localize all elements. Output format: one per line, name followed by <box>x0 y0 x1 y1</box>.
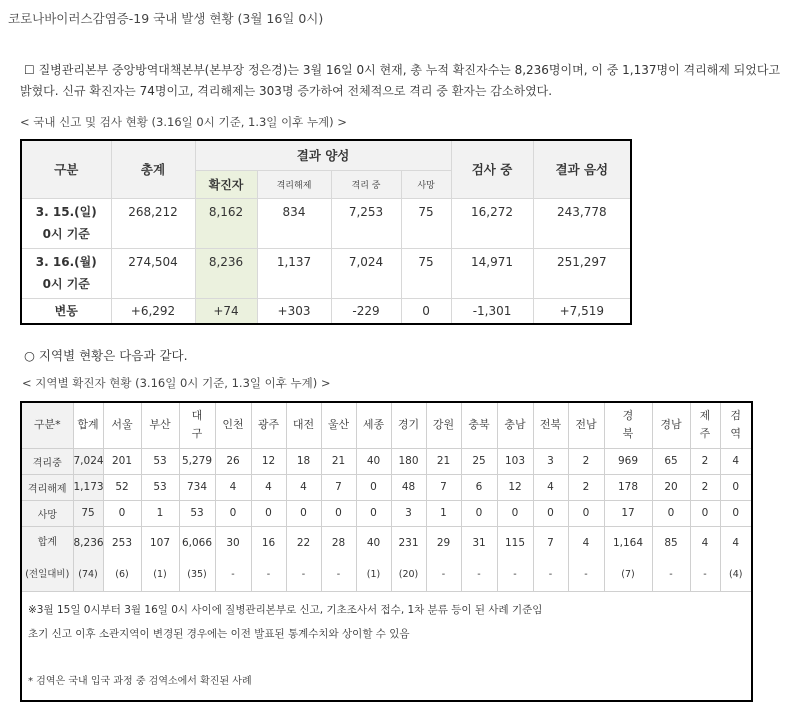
cell-value: 48 <box>391 474 426 500</box>
table2-caption: < 지역별 확진자 현황 (3.16일 0시 기준, 1.3일 이후 누계) > <box>22 376 331 390</box>
cell-sum <box>497 526 533 591</box>
table-row-sum <box>21 526 752 591</box>
region-name-cont: 북 <box>622 427 634 441</box>
table-row <box>21 448 752 474</box>
row-label <box>21 198 111 248</box>
cell-value: 4 <box>215 474 251 500</box>
table-row <box>21 474 752 500</box>
cell-sum <box>286 526 321 591</box>
cell-value: 180 <box>391 448 426 474</box>
region-name-cont: 주 <box>699 427 711 441</box>
region-name-cont: 구 <box>191 427 203 441</box>
cell-sum <box>690 526 720 591</box>
region-name: 충북 <box>468 418 490 432</box>
row-basis: 0시 기준 <box>42 227 90 241</box>
sum-value: 7 <box>547 536 554 549</box>
region-name: 경 <box>622 409 634 423</box>
header-region <box>720 402 752 448</box>
cell-released: +303 <box>257 298 331 324</box>
test-status-table <box>20 139 632 325</box>
sum-value: 16 <box>261 536 276 549</box>
table-row <box>21 198 631 248</box>
row-label <box>21 248 111 298</box>
header-isolating: 격리 중 <box>331 170 401 198</box>
cell-value: 201 <box>103 448 141 474</box>
delta-value: (7) <box>621 568 635 580</box>
cell-value: 1 <box>141 500 179 526</box>
cell-value: 0 <box>215 500 251 526</box>
note-line: 초기 신고 이후 소관지역이 변경된 경우에는 이전 발표된 통계수치와 상이할 수 있음 <box>28 627 410 640</box>
cell-value: 4 <box>286 474 321 500</box>
cell-sum <box>141 526 179 591</box>
sum-value: 253 <box>111 536 133 549</box>
cell-value: 0 <box>497 500 533 526</box>
region-name: 울산 <box>327 418 350 432</box>
notes-cell <box>21 591 752 701</box>
sum-value: 4 <box>732 536 740 549</box>
cell-value: 0 <box>568 500 604 526</box>
cell-sum <box>179 526 215 591</box>
cell-value: 25 <box>461 448 497 474</box>
header-region <box>652 402 690 448</box>
header-region <box>604 402 652 448</box>
region-name: 대전 <box>292 418 315 432</box>
row-label-sum <box>21 526 73 591</box>
sum-value: 29 <box>436 536 451 549</box>
cell-isolating: 7,024 <box>331 248 401 298</box>
sum-value: 31 <box>472 536 486 549</box>
cell-total: 274,504 <box>111 248 195 298</box>
cell-isolating: 7,253 <box>331 198 401 248</box>
cell-value: 18 <box>286 448 321 474</box>
cell-sum <box>215 526 251 591</box>
region-name: 경남 <box>660 418 682 432</box>
page-title: 코로나바이러스감염증-19 국내 발생 현황 (3월 16일 0시) <box>8 11 324 26</box>
header-region <box>690 402 720 448</box>
cell-value: 6 <box>461 474 497 500</box>
header-region <box>426 402 461 448</box>
cell-value: 53 <box>141 474 179 500</box>
regional-table <box>20 401 753 702</box>
header-region <box>286 402 321 448</box>
cell-total-sum <box>73 526 103 591</box>
header-total: 총계 <box>111 140 195 198</box>
sum-value: 22 <box>296 536 311 549</box>
cell-value: 21 <box>321 448 356 474</box>
delta-value: - <box>477 568 481 580</box>
header-region <box>251 402 286 448</box>
note-line <box>28 646 743 670</box>
table-row <box>21 500 752 526</box>
table1-caption: < 국내 신고 및 검사 현황 (3.16일 0시 기준, 1.3일 이후 누계) > <box>20 115 347 129</box>
cell-value: 2 <box>690 474 720 500</box>
cell-value: 4 <box>533 474 568 500</box>
cell-value: 178 <box>604 474 652 500</box>
delta-value: - <box>513 568 517 580</box>
cell-value: 103 <box>497 448 533 474</box>
cell-value: 0 <box>251 500 286 526</box>
header-region <box>321 402 356 448</box>
cell-sum <box>391 526 426 591</box>
cell-released: 1,137 <box>257 248 331 298</box>
delta-value: (6) <box>115 568 129 580</box>
delta-value: - <box>703 568 707 580</box>
cell-value: 2 <box>568 474 604 500</box>
cell-sum <box>426 526 461 591</box>
header-region <box>461 402 497 448</box>
cell-total: 268,212 <box>111 198 195 248</box>
cell-value: 2 <box>690 448 720 474</box>
delta-value: - <box>584 568 588 580</box>
delta-value: (20) <box>398 568 419 580</box>
header-category: 구분* <box>21 402 73 448</box>
cell-sum <box>568 526 604 591</box>
cell-value: 0 <box>321 500 356 526</box>
region-name: 광주 <box>257 418 280 432</box>
delta-value: - <box>301 568 306 580</box>
cell-value: 20 <box>652 474 690 500</box>
header-region <box>179 402 215 448</box>
region-name: 전남 <box>575 418 597 432</box>
cell-value: 0 <box>356 500 391 526</box>
region-name: 인천 <box>222 418 244 432</box>
sum-value: 107 <box>149 536 171 549</box>
cell-value: 0 <box>720 500 752 526</box>
header-region <box>103 402 141 448</box>
cell-value: 1 <box>426 500 461 526</box>
delta-value: (1) <box>153 568 167 580</box>
cell-value: 7 <box>426 474 461 500</box>
cell-value: 53 <box>141 448 179 474</box>
region-name: 전북 <box>539 418 562 432</box>
delta-value: (1) <box>366 568 381 580</box>
sum-value: 합계 <box>37 536 57 548</box>
sum-value: 6,066 <box>181 536 213 549</box>
intro-paragraph <box>20 60 792 102</box>
region-name: 제 <box>699 409 711 423</box>
row-label: 사망 <box>21 500 73 526</box>
cell-isolating: -229 <box>331 298 401 324</box>
row-basis: 0시 기준 <box>42 277 90 291</box>
cell-value: 0 <box>720 474 752 500</box>
row-date: 3. 16.(월) <box>35 255 97 269</box>
row-label: 변동 <box>21 298 111 324</box>
region-name: 충남 <box>504 418 526 432</box>
cell-value: 40 <box>356 448 391 474</box>
header-confirmed: 확진자 <box>195 170 257 198</box>
cell-value: 12 <box>497 474 533 500</box>
cell-testing: -1,301 <box>451 298 533 324</box>
cell-total: 7,024 <box>73 448 103 474</box>
delta-value: - <box>336 568 341 580</box>
cell-value: 3 <box>391 500 426 526</box>
region-name: 강원 <box>432 418 455 432</box>
cell-sum <box>321 526 356 591</box>
header-released: 격리해제 <box>257 170 331 198</box>
regional-intro: ○ 지역별 현황은 다음과 같다. <box>24 348 188 363</box>
delta-value: (35) <box>187 568 207 580</box>
cell-confirmed: 8,236 <box>195 248 257 298</box>
cell-value: 52 <box>103 474 141 500</box>
cell-sum <box>604 526 652 591</box>
cell-released: 834 <box>257 198 331 248</box>
cell-total: 1,173 <box>73 474 103 500</box>
header-region <box>215 402 251 448</box>
delta-value: - <box>548 568 553 580</box>
cell-value: 0 <box>356 474 391 500</box>
cell-value: 0 <box>690 500 720 526</box>
table-row <box>21 298 631 324</box>
cell-value: 7 <box>321 474 356 500</box>
sum-value: 115 <box>504 536 526 549</box>
region-name: 대 <box>191 409 203 423</box>
row-date: 3. 15.(일) <box>35 205 97 219</box>
cell-value: 65 <box>652 448 690 474</box>
cell-confirmed: +74 <box>195 298 257 324</box>
header-total: 합계 <box>73 402 103 448</box>
row-label: 격리중 <box>21 448 73 474</box>
cell-value: 0 <box>103 500 141 526</box>
cell-sum <box>461 526 497 591</box>
cell-sum <box>652 526 690 591</box>
row-label: 격리해제 <box>21 474 73 500</box>
sum-value: 1,164 <box>612 536 644 549</box>
sum-value: 30 <box>226 536 240 549</box>
header-region <box>568 402 604 448</box>
intro-line-2: 밝혔다. 신규 확진자는 74명이고, 격리해제는 303명 증가하여 전체적으로 격리 중 환자는 감소하였다. <box>20 84 553 98</box>
intro-line-1: ☐ 질병관리본부 중앙방역대책본부(본부장 정은경)는 3월 16일 0시 현재, 총 누적 확진자수는 8,236명이며, 이 중 1,137명이 격리해제 되었다고 <box>24 63 781 77</box>
cell-negative: 251,297 <box>533 248 631 298</box>
header-category: 구분 <box>21 140 111 198</box>
cell-value: 3 <box>533 448 568 474</box>
header-region <box>533 402 568 448</box>
cell-deaths: 75 <box>401 198 451 248</box>
region-name-cont: 역 <box>730 427 742 441</box>
cell-negative: 243,778 <box>533 198 631 248</box>
cell-total: 75 <box>73 500 103 526</box>
header-deaths: 사망 <box>401 170 451 198</box>
sum-value: 4 <box>582 536 590 549</box>
header-positive: 결과 양성 <box>195 140 451 170</box>
table-header-row <box>21 402 752 448</box>
delta-value: (전일대비) <box>25 568 70 580</box>
cell-value: 734 <box>179 474 215 500</box>
cell-testing: 16,272 <box>451 198 533 248</box>
cell-confirmed: 8,162 <box>195 198 257 248</box>
cell-sum <box>533 526 568 591</box>
sum-value: 40 <box>366 536 381 549</box>
cell-sum <box>356 526 391 591</box>
cell-value: 0 <box>533 500 568 526</box>
delta-value: - <box>231 568 235 580</box>
region-name: 세종 <box>362 418 385 432</box>
cell-testing: 14,971 <box>451 248 533 298</box>
cell-total: +6,292 <box>111 298 195 324</box>
cell-value: 21 <box>426 448 461 474</box>
header-region <box>356 402 391 448</box>
cell-value: 0 <box>652 500 690 526</box>
delta-value: (4) <box>729 568 743 580</box>
cell-value: 0 <box>461 500 497 526</box>
cell-value: 26 <box>215 448 251 474</box>
region-name: 경기 <box>397 418 420 432</box>
delta-value: - <box>441 568 446 580</box>
note-line: * 검역은 국내 입국 과정 중 검역소에서 확진된 사례 <box>28 675 252 687</box>
sum-value: 231 <box>398 536 419 549</box>
cell-value: 17 <box>604 500 652 526</box>
cell-value: 12 <box>251 448 286 474</box>
header-region <box>497 402 533 448</box>
table-row <box>21 248 631 298</box>
cell-value: 5,279 <box>179 448 215 474</box>
cell-value: 4 <box>251 474 286 500</box>
sum-value: 85 <box>664 536 678 549</box>
region-name: 검 <box>730 409 742 423</box>
region-name: 서울 <box>111 418 133 432</box>
cell-value: 53 <box>179 500 215 526</box>
cell-deaths: 0 <box>401 298 451 324</box>
cell-deaths: 75 <box>401 248 451 298</box>
header-region <box>391 402 426 448</box>
cell-sum <box>720 526 752 591</box>
delta-value: - <box>266 568 271 580</box>
cell-value: 4 <box>720 448 752 474</box>
region-name: 부산 <box>149 418 171 432</box>
sum-value: 4 <box>701 536 709 549</box>
cell-value: 2 <box>568 448 604 474</box>
cell-value: 0 <box>286 500 321 526</box>
cell-negative: +7,519 <box>533 298 631 324</box>
delta-value: (74) <box>78 568 98 580</box>
sum-value: 28 <box>331 536 346 549</box>
delta-value: - <box>669 568 673 580</box>
header-testing: 검사 중 <box>451 140 533 198</box>
cell-value: 969 <box>604 448 652 474</box>
header-negative: 결과 음성 <box>533 140 631 198</box>
cell-sum <box>251 526 286 591</box>
notes-row <box>21 591 752 701</box>
note-line: ※3월 15일 0시부터 3월 16일 0시 사이에 질병관리본부로 신고, 기초조사서 접수, 1차 분류 등이 된 사례 기준임 <box>28 603 543 616</box>
sum-value: 8,236 <box>73 536 104 549</box>
header-region <box>141 402 179 448</box>
cell-sum <box>103 526 141 591</box>
